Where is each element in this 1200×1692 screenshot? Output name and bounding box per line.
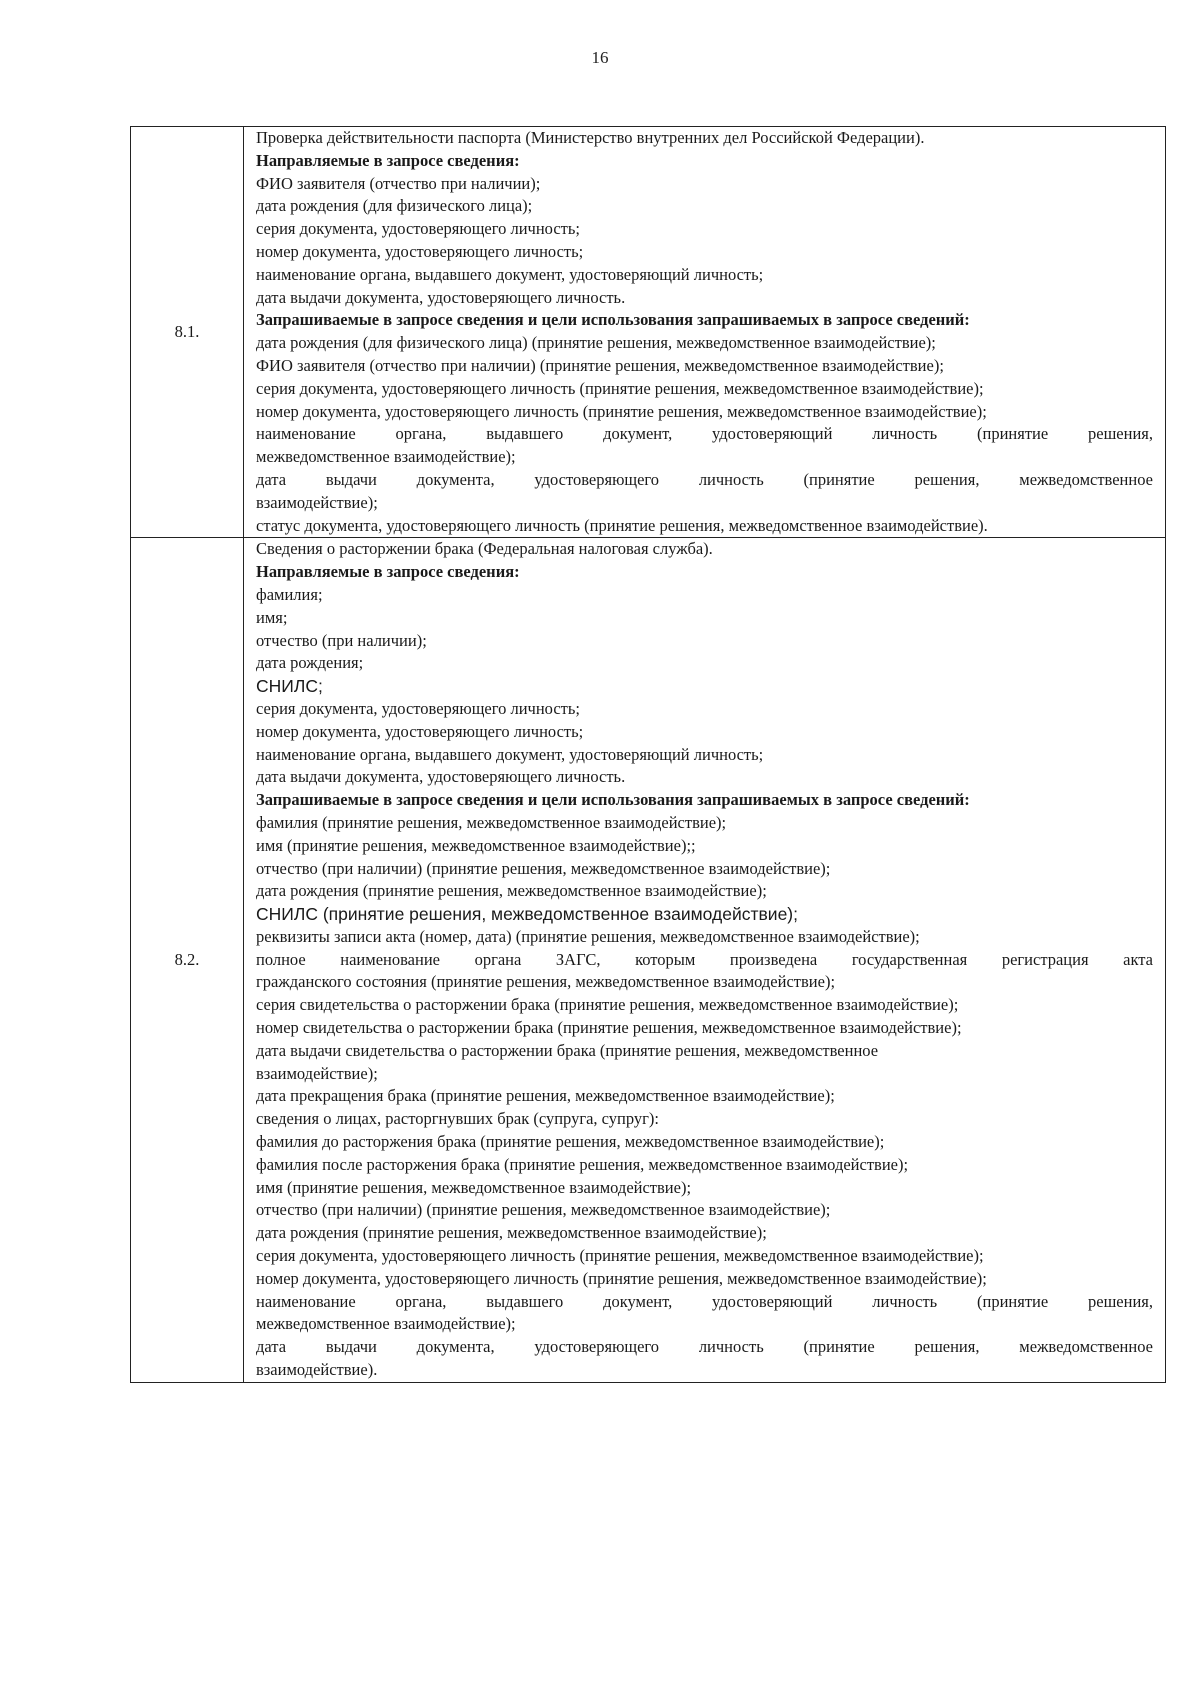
content-line: взаимодействие); bbox=[256, 492, 378, 512]
section-heading: Направляемые в запросе сведения: bbox=[256, 562, 520, 582]
content-line: серия документа, удостоверяющего личность (принятие решения, межведомственное взаимодействие); bbox=[256, 1246, 984, 1266]
content-line: гражданского состояния (принятие решения, межведомственное взаимодействие); bbox=[256, 972, 836, 992]
content-line: имя (принятие решения, межведомственное взаимодействие); bbox=[256, 1177, 692, 1197]
content-line: имя; bbox=[256, 607, 288, 627]
content-line: дата рождения (принятие решения, межведомственное взаимодействие); bbox=[256, 881, 767, 901]
page-number: 16 bbox=[591, 48, 609, 67]
content-line: взаимодействие). bbox=[256, 1360, 378, 1380]
content-line: номер документа, удостоверяющего личность (принятие решения, межведомственное взаимодействие); bbox=[256, 1268, 987, 1288]
row-number: 8.1. bbox=[131, 127, 244, 538]
content-line: отчество (при наличии); bbox=[256, 630, 427, 650]
content-line: номер документа, удостоверяющего личность; bbox=[256, 241, 584, 261]
content-line: фамилия; bbox=[256, 584, 323, 604]
table-row bbox=[131, 538, 1166, 1382]
content-line: отчество (при наличии) (принятие решения, межведомственное взаимодействие); bbox=[256, 858, 831, 878]
content-line: серия документа, удостоверяющего личность; bbox=[256, 698, 580, 718]
content-line: дата рождения (для физического лица); bbox=[256, 196, 533, 216]
content-line: дата выдачи документа, удостоверяющего личность. bbox=[256, 287, 626, 307]
content-line: наименование органа, выдавшего документ, удостоверяющий личность (принятие решения, bbox=[256, 1291, 1153, 1311]
content-line: имя (принятие решения, межведомственное взаимодействие);; bbox=[256, 835, 696, 855]
content-line: взаимодействие); bbox=[256, 1063, 378, 1083]
content-line: дата выдачи свидетельства о расторжении брака (принятие решения, межведомственное bbox=[256, 1040, 879, 1060]
content-line: дата выдачи документа, удостоверяющего личность. bbox=[256, 767, 626, 787]
content-line: наименование органа, выдавшего документ, удостоверяющий личность; bbox=[256, 264, 764, 284]
content-line: статус документа, удостоверяющего личность (принятие решения, межведомственное взаимодействие). bbox=[256, 515, 988, 535]
content-line: наименование органа, выдавшего документ, удостоверяющий личность; bbox=[256, 744, 764, 764]
section-heading: Запрашиваемые в запросе сведения и цели использования запрашиваемых в запросе сведений: bbox=[256, 310, 970, 330]
content-line: дата рождения (для физического лица) (принятие решения, межведомственное взаимодействие); bbox=[256, 333, 936, 353]
content-line: фамилия после расторжения брака (принятие решения, межведомственное взаимодействие); bbox=[256, 1154, 909, 1174]
content-line: дата прекращения брака (принятие решения, межведомственное взаимодействие); bbox=[256, 1086, 835, 1106]
content-line: серия документа, удостоверяющего личность; bbox=[256, 219, 580, 239]
section-heading: Направляемые в запросе сведения: bbox=[256, 150, 520, 170]
content-line: ФИО заявителя (отчество при наличии); bbox=[256, 173, 541, 193]
content-line: дата рождения (принятие решения, межведомственное взаимодействие); bbox=[256, 1223, 767, 1243]
requests-table bbox=[130, 126, 1166, 1383]
content-line: номер документа, удостоверяющего личность; bbox=[256, 721, 584, 741]
content-line: наименование органа, выдавшего документ, удостоверяющий личность (принятие решения, bbox=[256, 424, 1153, 444]
content-line: дата выдачи документа, удостоверяющего личность (принятие решения, межведомственное bbox=[256, 1337, 1153, 1357]
content-line: серия свидетельства о расторжении брака (принятие решения, межведомственное взаимодействие); bbox=[256, 995, 959, 1015]
row-number: 8.2. bbox=[131, 538, 244, 1382]
content-line: серия документа, удостоверяющего личность (принятие решения, межведомственное взаимодействие); bbox=[256, 378, 984, 398]
row-content bbox=[244, 538, 1166, 1382]
content-line: фамилия до расторжения брака (принятие решения, межведомственное взаимодействие); bbox=[256, 1132, 885, 1152]
content-line: ФИО заявителя (отчество при наличии) (принятие решения, межведомственное взаимодействие); bbox=[256, 355, 944, 375]
content-line: фамилия (принятие решения, межведомственное взаимодействие); bbox=[256, 812, 727, 832]
content-line: номер документа, удостоверяющего личность (принятие решения, межведомственное взаимодействие); bbox=[256, 401, 987, 421]
content-line: дата рождения; bbox=[256, 653, 364, 673]
content-line: СНИЛС; bbox=[256, 676, 323, 697]
content-line: Сведения о расторжении брака (Федеральная налоговая служба). bbox=[256, 539, 713, 559]
content-line: реквизиты записи акта (номер, дата) (принятие решения, межведомственное взаимодействие); bbox=[256, 926, 920, 946]
content-line: сведения о лицах, расторгнувших брак (супруга, супруг): bbox=[256, 1109, 659, 1129]
content-line: дата выдачи документа, удостоверяющего личность (принятие решения, межведомственное bbox=[256, 469, 1153, 489]
section-heading: Запрашиваемые в запросе сведения и цели использования запрашиваемых в запросе сведений: bbox=[256, 790, 970, 810]
content-line: межведомственное взаимодействие); bbox=[256, 447, 516, 467]
table-row bbox=[131, 127, 1166, 538]
content-line: полное наименование органа ЗАГС, которым произведена государственная регистрация акта bbox=[256, 949, 1153, 969]
content-line: Проверка действительности паспорта (Министерство внутренних дел Российской Федерации). bbox=[256, 128, 925, 147]
content-line: СНИЛС (принятие решения, межведомственное взаимодействие); bbox=[256, 904, 798, 925]
content-line: номер свидетельства о расторжении брака (принятие решения, межведомственное взаимодействие); bbox=[256, 1018, 962, 1038]
content-line: отчество (при наличии) (принятие решения, межведомственное взаимодействие); bbox=[256, 1200, 831, 1220]
table-body bbox=[131, 127, 1166, 1383]
content-line: межведомственное взаимодействие); bbox=[256, 1314, 516, 1334]
row-content bbox=[244, 127, 1166, 538]
